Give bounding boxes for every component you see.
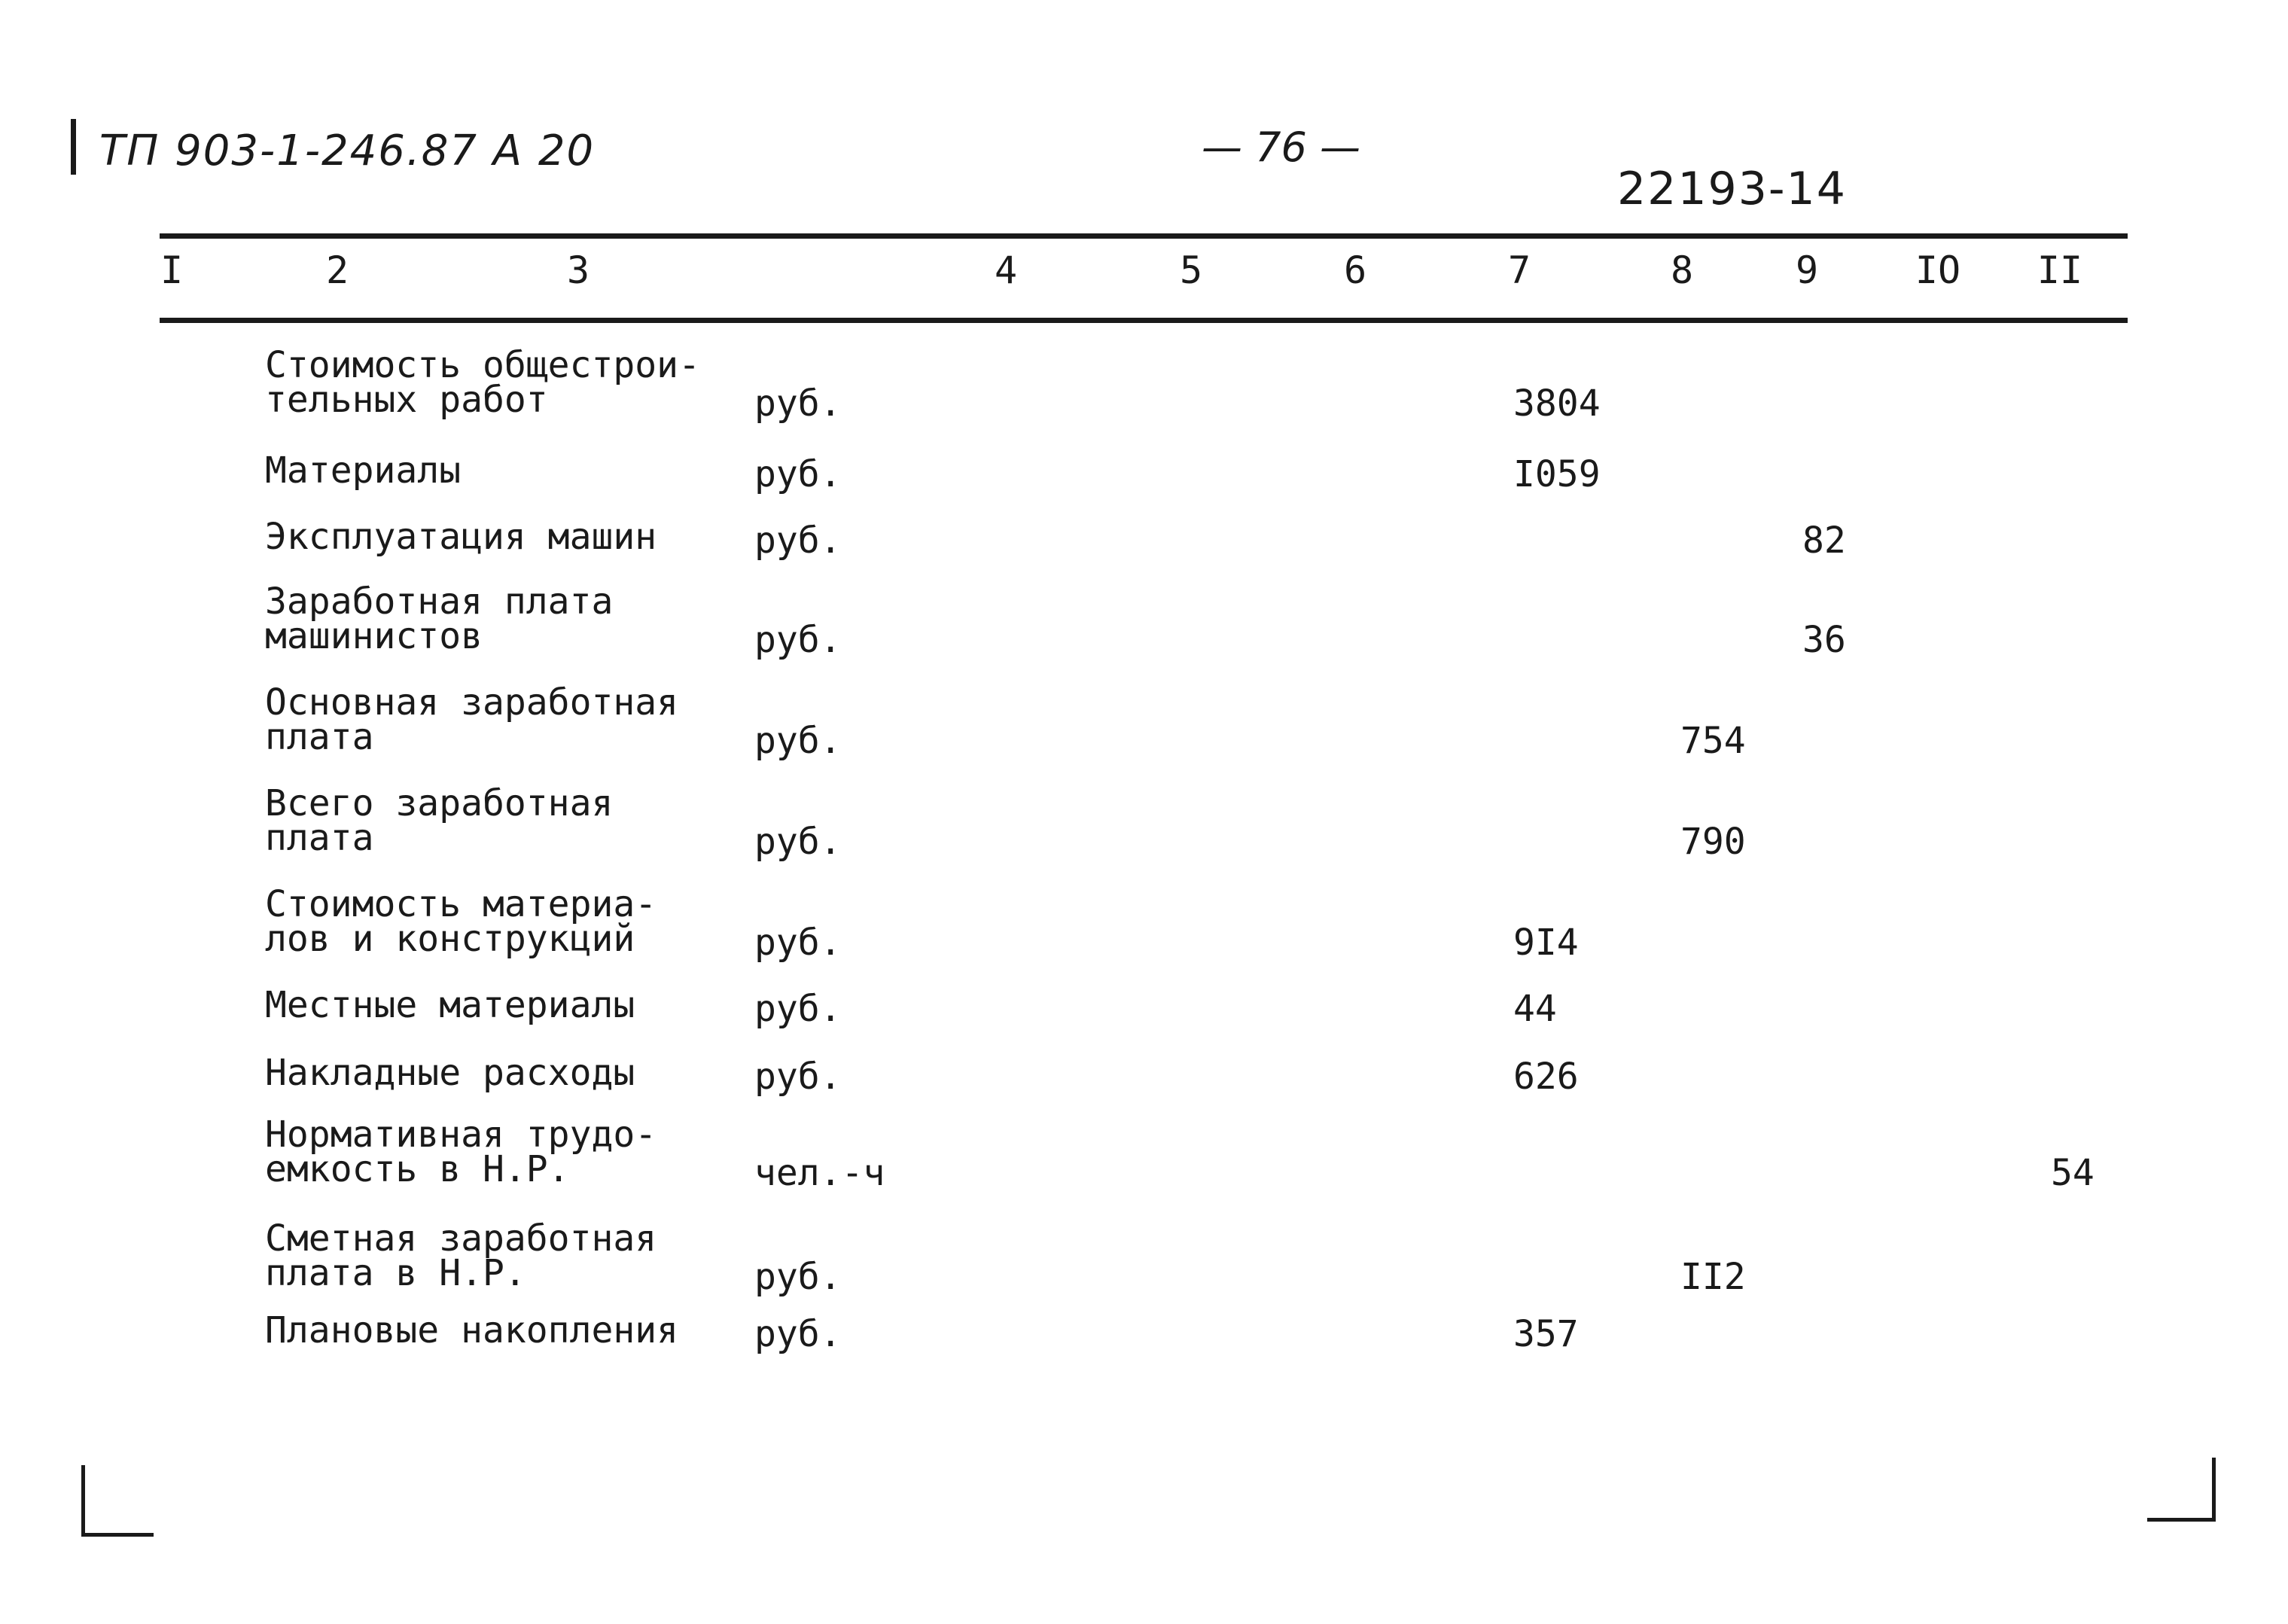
row-unit: руб. (754, 1256, 842, 1298)
row-label: Заработная плата машинистов (265, 580, 614, 657)
column-header: 8 (1670, 248, 1694, 292)
row-label: Накладные расходы (265, 1052, 635, 1094)
row-unit: руб. (754, 1056, 842, 1098)
corner-mark-left (81, 1533, 154, 1537)
row-label: Стоимость материа- лов и конструкций (265, 883, 657, 960)
row-value: 82 (1802, 519, 1846, 562)
row-value: 9I4 (1513, 922, 1579, 964)
row-unit: руб. (754, 382, 842, 425)
row-label: Эксплуатация машин (265, 516, 657, 558)
row-label: Стоимость общестрои- тельных работ (265, 344, 700, 421)
column-header: 3 (566, 248, 590, 292)
row-label: Плановые накопления (265, 1309, 679, 1351)
row-label: Нормативная трудо- емкость в Н.Р. (265, 1114, 657, 1190)
row-unit: руб. (754, 519, 842, 562)
column-header: 5 (1179, 248, 1203, 292)
column-header: II (2037, 248, 2083, 292)
row-value: 54 (2051, 1152, 2095, 1194)
corner-mark-right (2212, 1458, 2216, 1521)
table-header-rule (160, 318, 2128, 323)
column-header: 4 (994, 248, 1018, 292)
row-label: Сметная заработная плата в Н.Р. (265, 1217, 657, 1294)
table-top-rule (160, 233, 2128, 239)
row-unit: руб. (754, 1313, 842, 1355)
row-value: 754 (1680, 720, 1746, 762)
margin-mark (71, 119, 76, 175)
row-unit: руб. (754, 922, 842, 964)
row-value: I059 (1513, 453, 1601, 495)
row-unit: руб. (754, 453, 842, 495)
row-unit: руб. (754, 821, 842, 863)
row-value: 3804 (1513, 382, 1601, 425)
row-value: 790 (1680, 821, 1746, 863)
row-label: Основная заработная плата (265, 681, 679, 758)
row-unit: руб. (754, 619, 842, 661)
row-value: 36 (1802, 619, 1846, 661)
column-header: 9 (1795, 248, 1819, 292)
column-header: IO (1915, 248, 1961, 292)
column-header: 7 (1507, 248, 1531, 292)
row-label: Всего заработная плата (265, 782, 614, 859)
row-unit: руб. (754, 988, 842, 1030)
column-header: 2 (325, 248, 349, 292)
document-code: ТП 903-1-246.87 А 20 (99, 126, 596, 175)
corner-mark-right (2147, 1518, 2216, 1522)
row-value: 357 (1513, 1313, 1579, 1355)
archive-number: 22193-14 (1617, 163, 1847, 215)
page-number: — 76 — (1202, 123, 1361, 171)
row-value: II2 (1680, 1256, 1746, 1298)
row-unit: руб. (754, 720, 842, 762)
row-value: 44 (1513, 988, 1557, 1030)
row-label: Местные материалы (265, 984, 635, 1026)
row-unit: чел.-ч (754, 1152, 885, 1194)
row-value: 626 (1513, 1056, 1579, 1098)
column-header: 6 (1343, 248, 1367, 292)
row-label: Материалы (265, 449, 462, 492)
corner-mark-left (81, 1465, 85, 1536)
column-header: I (160, 248, 184, 292)
